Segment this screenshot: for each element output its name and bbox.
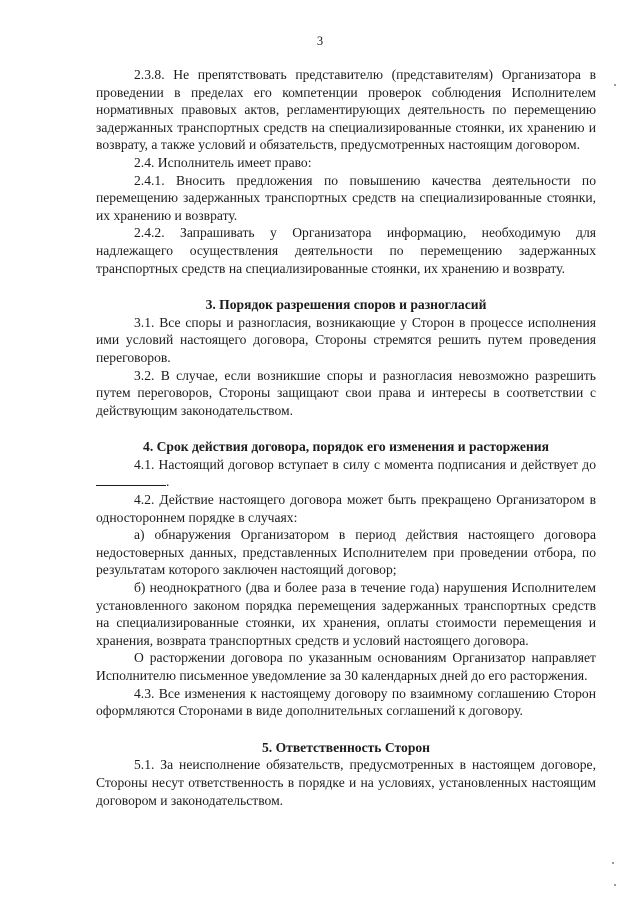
clause-4-1-end: . bbox=[166, 474, 170, 490]
section-5-heading: 5. Ответственность Сторон bbox=[261, 739, 431, 755]
document-body bbox=[96, 66, 596, 809]
section-3-heading: 3. Порядок разрешения споров и разногласий bbox=[205, 297, 487, 313]
scan-speck bbox=[612, 862, 614, 864]
clause-2-4: 2.4. Исполнитель имеет право: bbox=[134, 154, 312, 170]
clause-3-1: 3.1. Все споры и разногласия, возникающие у Сторон в процессе исполнения ими условий настоящего договора, Стороны стремятся решить путем проведения переговоров. bbox=[96, 314, 596, 365]
clause-4-1-text: 4.1. Настоящий договор вступает в силу с момента подписания и действует до bbox=[134, 456, 596, 472]
page-number: 3 bbox=[316, 34, 324, 48]
scan-speck bbox=[614, 884, 616, 886]
clause-2-4-2: 2.4.2. Запрашивать у Организатора информацию, необходимую для надлежащего осуществления деятельности по перемещению задержанных транспортных средств на специализированные стоянки, их хранению и возврату. bbox=[96, 225, 596, 276]
clause-2-3-8: 2.3.8. Не препятствовать представителю (представителям) Организатора в проведении в пределах его компетенции проверок соблюдения Исполнителем нормативных правовых актов, регламентирующих деятельность по перемещению задержанных транспортных средств на специализированные стоянки, их хранению и возврату, а также условий и обязательств, предусмотренных настоящим договором. bbox=[96, 67, 596, 153]
clause-2-4-1: 2.4.1. Вносить предложения по повышению качества деятельности по перемещению задержанных транспортных средств на специализированные стоянки, их хранению и возврату. bbox=[96, 172, 596, 223]
clause-5-1: 5.1. За неисполнение обязательств, предусмотренных в настоящем договоре, Стороны несут ответственность в порядке и на условиях, установленных настоящим договором и законодательством. bbox=[96, 757, 596, 808]
clause-4-2-notice: О расторжении договора по указанным основаниям Организатор направляет Исполнителю письменное уведомление за 30 календарных дней до его расторжения. bbox=[96, 650, 596, 683]
clause-3-2: 3.2. В случае, если возникшие споры и разногласия невозможно разрешить путем переговоров, Стороны защищают свои права и интересы в соответствии с действующим законодательством. bbox=[96, 367, 596, 418]
clause-4-2: 4.2. Действие настоящего договора может быть прекращено Организатором в одностороннем порядке в случаях: bbox=[96, 492, 596, 525]
section-4-heading: 4. Срок действия договора, порядок его изменения и расторжения bbox=[143, 439, 549, 455]
clause-4-2-b: б) неоднократного (два и более раза в течение года) нарушения Исполнителем установленного законом порядка перемещения задержанных транспортных средств на специализированные стоянки, их хранения, оплаты стоимости перемещения и хранения, возврата транспортных средств и условий настоящего договора. bbox=[96, 580, 596, 648]
clause-4-1 bbox=[96, 456, 596, 491]
scan-speck bbox=[614, 84, 616, 86]
clause-4-2-a: а) обнаружения Организатором в период действия настоящего договора недостоверных данных, представленных Исполнителем при проведении отбора, по результатам которого заключен настоящий договор; bbox=[96, 527, 596, 578]
clause-4-3: 4.3. Все изменения к настоящему договору по взаимному соглашению Сторон оформляются Сторонами в виде дополнительных соглашений к договору. bbox=[96, 685, 596, 719]
date-blank-line bbox=[96, 475, 166, 486]
